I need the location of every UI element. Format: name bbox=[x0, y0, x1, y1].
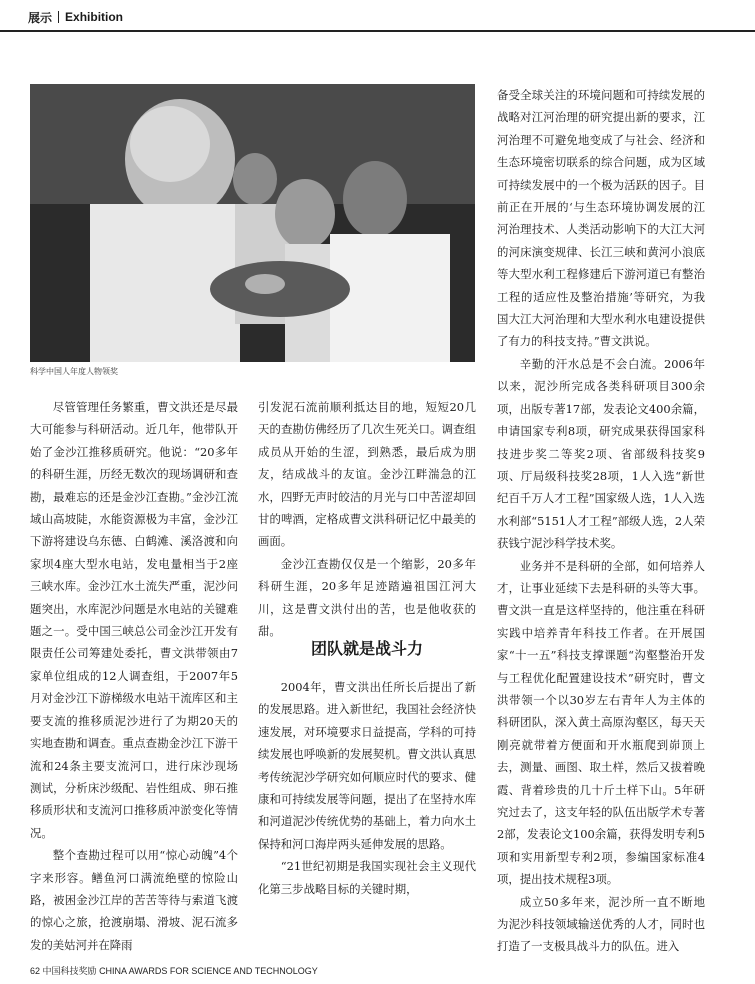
paragraph: 备受全球关注的环境问题和可持续发展的战略对江河治理的研究提出新的要求，江河治理不可避免地变成了与社会、经济和生态环境密切联系的综合问题，成为区域可持续发展中的一个极为活跃的因子。目前正在开展的‘与生态环境协调发展的江河治理技术、人类活动影响下的大江大河的河床演变规律、长江三峡和黄河小浪底等大型水利工程修建后下游河道已有整治工程的适应性及整治措施’等研究，为我国大江大河治理和大型水利水电建设提供了有力的科技支持。”曹文洪说。 bbox=[497, 88, 705, 349]
paragraph: 引发泥石流前顺利抵达目的地，短短20几天的查勘仿佛经历了几次生死关口。调查组成员从开始的生涩，到熟悉，最后成为朋友，结成战斗的友谊。金沙江畔湍急的江水，四野无声时皎洁的月光与口中苦涩却回甘的啤酒，定格成曹文洪科研记忆中最美的画面。 bbox=[258, 400, 476, 549]
page-footer bbox=[30, 964, 318, 977]
journal-title-en: CHINA AWARDS FOR SCIENCE AND TECHNOLOGY bbox=[99, 966, 318, 976]
header-divider bbox=[58, 11, 59, 23]
paragraph: 金沙江查勘仅仅是一个缩影，20多年科研生涯，20多年足迹踏遍祖国江河大川，这是曹文洪付出的苦，也是他收获的甜。 bbox=[258, 556, 476, 639]
paragraph: 辛勤的汗水总是不会白流。2006年以来，泥沙所完成各类科研项目300余项，出版专著17部，发表论文400余篇，申请国家专利8项，研究成果获得国家科技进步奖二等奖2项、省部级科技奖9项、厅局级科技奖28项，1人入选“新世纪百千万人才工程”国家级人选，1人入选水利部“5151人才工程”部级人选，2人荣获钱宁泥沙科学技术奖。 bbox=[497, 356, 705, 551]
award-photo bbox=[30, 84, 475, 362]
section-label: 展示 bbox=[28, 10, 53, 25]
paragraph: 尽管管理任务繁重，曹文洪还是尽最大可能参与科研活动。近几年，他带队开始了金沙江推移质研究。他说：“20多年的科研生涯，历经无数次的现场调研和查勘，最难忘的还是金沙江查勘。”金沙江流域山高坡陡，水能资源极为丰富，金沙江下游将建设乌东德、白鹤滩、溪洛渡和向家坝4座大型水电站，发电量相当于2座三峡水库。金沙江水土流失严重，泥沙问题突出，水库泥沙问题是水电站的关键难题之一。受中国三峡总公司金沙江开发有限责任公司筹建处委托，曹文洪带领由7家单位组成的12人调查组，于2007年5月对金沙江下游梯级水电站干流库区和主要支流的推移质泥沙进行了为期20天的实地查勘和调查。重点查勘金沙江下游干流和24条主要支流河口，进行床沙现场测试，分析床沙级配、岩性组成、卵石推移质形状和支流河口推移质冲淤变化等情况。 bbox=[30, 400, 238, 840]
paragraph: “21世纪初期是我国实现社会主义现代化第三步战略目标的关键时期， bbox=[258, 859, 476, 896]
photo-caption: 科学中国人年度人物领奖 bbox=[30, 367, 118, 376]
column-2-lower bbox=[258, 676, 476, 900]
photo-image-icon bbox=[30, 84, 475, 362]
paragraph: 成立50多年来，泥沙所一直不断地为泥沙科技领域输送优秀的人才，同时也打造了一支极具战斗力的队伍。进入 bbox=[497, 894, 705, 954]
page-header bbox=[28, 6, 123, 28]
paragraph: 整个查勘过程可以用“惊心动魄”4个字来形容。鳝鱼河口满流绝壁的惊险山路，被困金沙江岸的苦苦等待与索道飞渡的惊心之旅，抢渡崩塌、滑坡、泥石流多发的美姑河并在降雨 bbox=[30, 848, 238, 952]
column-1 bbox=[30, 396, 238, 956]
journal-title-cn: 中国科技奖励 bbox=[42, 966, 97, 976]
section-heading: 团队就是战斗力 bbox=[310, 639, 423, 658]
column-2 bbox=[258, 396, 476, 642]
column-3 bbox=[497, 84, 705, 958]
paragraph: 2004年，曹文洪出任所长后提出了新的发展思路。进入新世纪，我国社会经济快速发展，对环境要求日益提高，学科的可持续发展也呼唤新的发展契机。曹文洪认真思考传统泥沙学研究如何顺应时代的要求、健康和可持续发展等问题，提出了在坚持水库和河道泥沙传统优势的基础上，着力向水土保持和河口海岸两头延伸发展的思路。 bbox=[258, 680, 476, 851]
header-rule bbox=[0, 30, 755, 32]
paragraph: 业务并不是科研的全部，如何培养人才，让事业延续下去是科研的头等大事。曹文洪一直是这样坚持的，他注重在科研实践中培养青年科技工作者。在开展国家“十一五”科技支撑课题“沟壑整治开发与工程优化配置建设技术”研究时，曹文洪带领一个以30岁左右青年人为主体的科研团队，深入黄土高原沟壑区，每天天刚亮就带着方便面和开水瓶爬到峁顶上去，测量、画图、取土样，然后又拔着晚霞、背着珍贵的几十斤土样下山。5年研究过去了，这支年轻的队伍出版学术专著2部，发表论文100余篇，获得发明专利5项和实用新型专利2项，参编国家标准4项，提出技术规程3项。 bbox=[497, 558, 705, 887]
page-number: 62 bbox=[30, 966, 41, 976]
section-label-en: Exhibition bbox=[65, 10, 124, 24]
